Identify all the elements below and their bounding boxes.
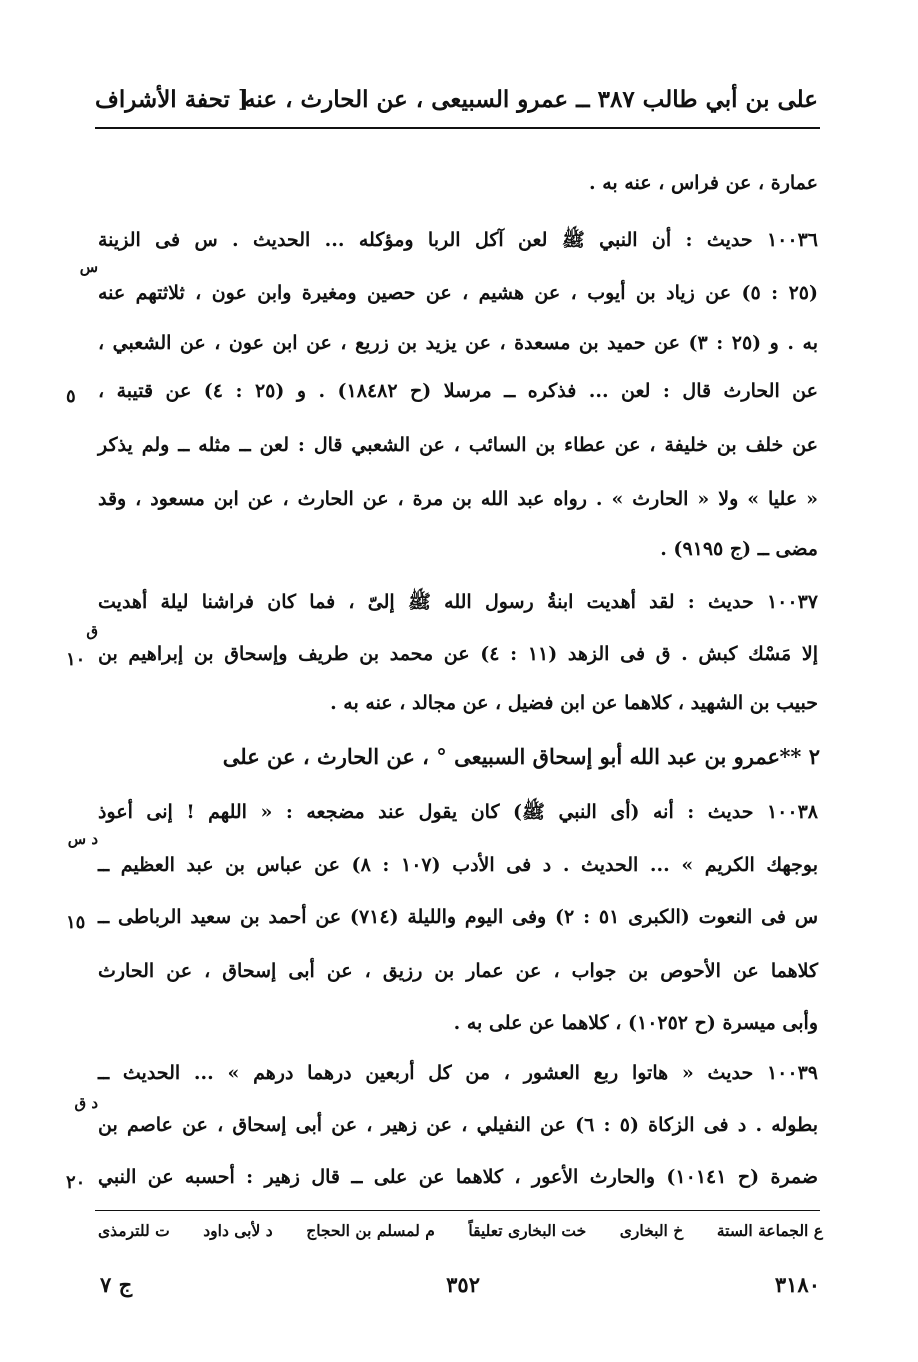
- running-header-title: على بن أبي طالب ٣٨٧ ــ عمرو السبيعى ، عن الحارث ، عنه: [244, 86, 818, 113]
- header-rule: [95, 127, 820, 129]
- margin-siglum-10037: ق: [86, 622, 98, 640]
- text-line: حبيب بن الشهيد ، كلاهما عن ابن فضيل ، عن مجالد ، عنه به .: [330, 692, 818, 714]
- legend-item: خ البخارى: [619, 1221, 684, 1240]
- line-number-10: ١٠: [66, 649, 86, 670]
- line-number-5: ٥: [66, 386, 76, 407]
- text-line: بوجهك الكريم » ... الحديث . د فى الأدب (١٠٧ : ٨) عن عباس بن عبد العظيم ــ: [98, 854, 819, 876]
- legend-item: ت للترمذى: [98, 1221, 170, 1240]
- volume-number: ج ٧: [100, 1272, 133, 1297]
- legend-item: م لمسلم بن الحجاج: [306, 1221, 435, 1240]
- page-number: ٣٥٢: [446, 1272, 480, 1297]
- margin-siglum-10039: د ق: [74, 1094, 98, 1112]
- text-line: به . و (٢٥ : ٣) عن حميد بن مسعدة ، عن يزيد بن زريع ، عن ابن عون ، عن الشعبي ،: [98, 332, 818, 354]
- legend-item: خت البخارى تعليقاً: [468, 1221, 587, 1240]
- text-line: عن الحارث قال : لعن ... فذكره ــ مرسلا (ح ١٨٤٨٢) . و (٢٥ : ٤) عن قتيبة ،: [98, 380, 818, 402]
- text-line: عن خلف بن خليفة ، عن عطاء بن السائب ، عن الشعبي قال : لعن ــ مثله ــ ولم يذكر: [98, 434, 818, 456]
- hadith-10036-line: ١٠٠٣٦ حديث : أن النبي ﷺ لعن آكل الربا ومؤكله ... الحديث . س فى الزينة: [98, 229, 818, 251]
- text-line: إلا مَسْك كبش . ق فى الزهد (١١ : ٤) عن محمد بن طريف وإسحاق بن إبراهيم بن: [98, 643, 818, 665]
- section-heading: عمرو بن عبد الله أبو إسحاق السبيعى ° ، عن الحارث ، عن على: [222, 744, 780, 769]
- text-line: كلاهما عن الأحوص بن جواب ، عن عمار بن رزيق ، عن أبى إسحاق ، عن الحارث: [98, 960, 818, 982]
- line-number-15: ١٥: [66, 912, 86, 933]
- margin-siglum-10038: د س: [67, 830, 98, 848]
- running-header-book: [ تحفة الأشراف: [95, 86, 249, 113]
- text-line: س فى النعوت (الكبرى ٥١ : ٢) وفى اليوم والليلة (٧١٤) عن أحمد بن سعيد الرباطى ــ: [98, 906, 819, 928]
- footer-rule: [95, 1210, 820, 1211]
- text-line: بطوله . د فى الزكاة (٥ : ٦) عن النفيلي ، عن زهير ، عن أبى إسحاق ، عن عاصم بن: [98, 1114, 818, 1136]
- text-line: وأبى ميسرة (ح ١٠٢٥٢) ، كلاهما عن على به .: [453, 1012, 818, 1034]
- section-marker: ٢ **: [779, 744, 820, 769]
- hadith-10037-line: ١٠٠٣٧ حديث : لقد أهديت ابنةُ رسول الله ﷺ إلىّ ، فما كان فراشنا ليلة أهديت: [98, 591, 818, 613]
- text-line: « عليا » ولا « الحارث » . رواه عبد الله بن مرة ، عن الحارث ، عن ابن مسعود ، وقد: [98, 488, 818, 510]
- text-line: مضى ــ (ج ٩١٩٥) .: [660, 538, 818, 560]
- hadith-10038-line: ١٠٠٣٨ حديث : أنه (أى النبي ﷺ) كان يقول عند مضجعه : « اللهم ! إنى أعوذ: [98, 801, 818, 823]
- line-number-20: ٢٠: [66, 1172, 86, 1193]
- cumulative-number: ٣١٨٠: [774, 1272, 820, 1297]
- footer-legend: [98, 1221, 823, 1240]
- text-line: (٢٥ : ٥) عن زياد بن أيوب ، عن هشيم ، عن حصين ومغيرة وابن عون ، ثلاثتهم عنه: [98, 282, 818, 304]
- margin-siglum-10036: س: [79, 258, 98, 276]
- text-line: ضمرة (ح ١٠١٤١) والحارث الأعور ، كلاهما عن على ــ قال زهير : أحسبه عن النبي: [98, 1166, 818, 1188]
- hadith-10039-line: ١٠٠٣٩ حديث « هاتوا ربع العشور ، من كل أربعين درهما درهم » ... الحديث ــ: [98, 1062, 818, 1084]
- text-line: عمارة ، عن فراس ، عنه به .: [589, 172, 818, 194]
- legend-item: د لأبى داود: [203, 1221, 273, 1240]
- legend-item: ع الجماعة الستة: [716, 1221, 823, 1240]
